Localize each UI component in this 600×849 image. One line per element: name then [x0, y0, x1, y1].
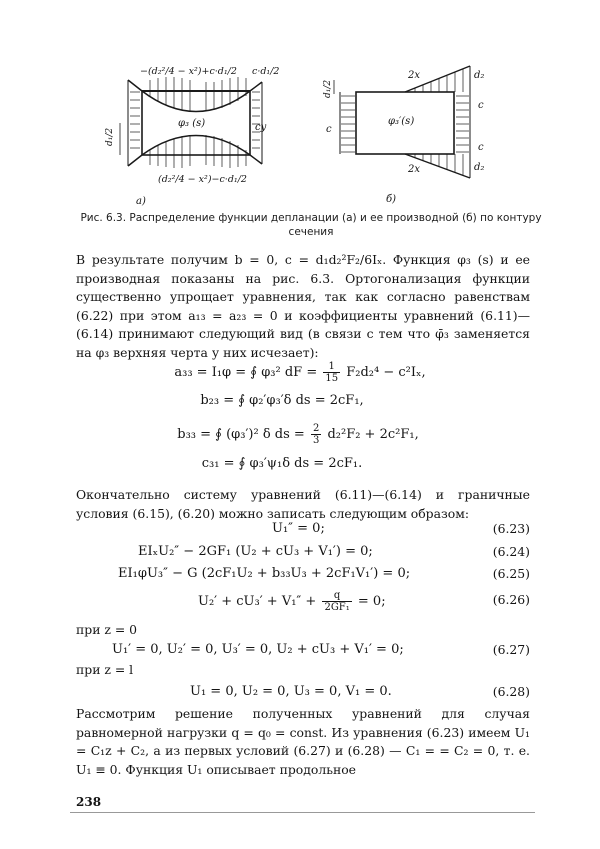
equation-6-26	[198, 590, 386, 613]
eq-a33-rhs: F₂d₂⁴ − c²Iₓ,	[342, 365, 426, 380]
c-d1-label-a: c·d₁/2	[252, 66, 280, 77]
eq-b33-rhs: d₂²F₂ + 2c²F₁,	[323, 427, 419, 442]
top-curve-a	[128, 80, 262, 112]
fig-label-b: б)	[386, 194, 397, 205]
top-formula-a: −(d₂²/4 − x²)+c·d₁/2	[140, 66, 237, 77]
eq-b33-frac-num: 2	[312, 423, 320, 434]
eq-6-26-frac-num: q	[322, 590, 351, 602]
figure-6-3	[0, 0, 600, 240]
eq-6-26-frac	[322, 590, 351, 613]
d2-bot: d₂	[474, 162, 485, 173]
footer-rule	[70, 812, 535, 813]
c-left-b: c	[326, 124, 332, 135]
two-x-top: 2x	[408, 70, 421, 81]
equation-b33	[118, 423, 478, 446]
eq-a33-frac-den: 15	[325, 373, 339, 384]
eqnum-6-23: (6.23)	[492, 521, 530, 536]
eqnum-6-28: (6.28)	[492, 684, 530, 699]
eqnum-6-26: (6.26)	[492, 592, 530, 607]
eq-6-26-lhs: U₂′ + cU₃′ + V₁″ +	[198, 594, 321, 609]
equation-c31: c₃₁ = ∮ φ₃′ψ₁δ ds = 2cF₁.	[201, 456, 363, 471]
condition-z0: при z = 0	[76, 622, 138, 637]
paragraph-1: В результате получим b = 0, c = d₁d₂²F₂/6Iₓ. Функция φ₃ (s) и ее производная показаны на рис. 6.3. Ортогонализация функции существенно упрощает уравнения, так как согласно равенствам (6.22) при этом a₁₃ = a₂₃ = 0 и коэффициенты уравнений (6.11)—(6.14) принимают следующий вид (в связи с тем что φ̄₃ заменяется на φ₃ верхняя черта у них исчезает):	[76, 252, 530, 360]
equation-b23: b₂₃ = ∮ φ₂′φ₃′δ ds = 2cF₁,	[200, 393, 364, 408]
eqnum-6-25: (6.25)	[492, 566, 530, 581]
d1-over-2-label-a: d₁/2	[105, 127, 115, 146]
two-x-bot: 2x	[408, 164, 421, 175]
equation-6-27: U₁′ = 0, U₂′ = 0, U₃′ = 0, U₂ + cU₃ + V₁′ = 0;	[112, 642, 404, 657]
eq-a33-lhs: a₃₃ = I₁φ = ∮ φ₃² dF =	[174, 365, 322, 380]
eq-a33-frac	[323, 361, 340, 384]
fig-label-a: a)	[136, 196, 146, 207]
eq-6-26-rhs: = 0;	[353, 594, 386, 609]
phi3p-label: φ₃′(s)	[388, 116, 415, 127]
bot-curve-a	[128, 136, 262, 167]
eqnum-6-27: (6.27)	[492, 642, 530, 657]
paragraph-2: Окончательно систему уравнений (6.11)—(6.14) и граничные условия (6.15), (6.20) можно записать следующим образом:	[76, 487, 530, 521]
eqnum-6-24: (6.24)	[492, 544, 530, 559]
d2-top: d₂	[474, 70, 485, 81]
equation-6-23: U₁″ = 0;	[272, 521, 325, 536]
equation-6-24: EIₓU₂″ − 2GF₁ (U₂ + cU₃ + V₁′) = 0;	[138, 544, 373, 559]
eq-6-26-frac-den: 2GF₁	[324, 602, 350, 613]
eq-a33-frac-num: 1	[323, 361, 340, 373]
condition-zl: при z = l	[76, 662, 134, 677]
c-right-b: c	[478, 100, 484, 111]
eq-b33-frac-den: 3	[312, 435, 320, 446]
cy-label: cy	[255, 122, 267, 133]
d1-over-2-label-b: d₁/2	[323, 79, 333, 98]
eq-b33-lhs: b₃₃ = ∮ (φ₃′)² δ ds =	[177, 427, 309, 442]
bot-formula-a: (d₂²/4 − x²)−c·d₁/2	[158, 174, 247, 185]
c-right-b2: c	[478, 142, 484, 153]
equation-6-25: EI₁φU₃″ − G (2cF₁U₂ + b₃₃U₃ + 2cF₁V₁′) = 0;	[118, 566, 411, 581]
page-number: 238	[76, 795, 102, 809]
eq-b33-frac	[311, 423, 321, 446]
equation-6-28: U₁ = 0, U₂ = 0, U₃ = 0, V₁ = 0.	[190, 684, 392, 699]
equation-a33	[120, 361, 480, 384]
figure-caption: Рис. 6.3. Распределение функции депланации (а) и ее производной (б) по контуру сечения	[80, 212, 542, 238]
phi3-label: φ₃ (s)	[178, 118, 206, 129]
paragraph-3: Рассмотрим решение полученных уравнений для случая равномерной нагрузки q = q₀ = const. Из уравнения (6.23) имеем U₁ = C₁z + C₂, а из первых условий (6.27) и (6.28) — C₁ = = C₂ = 0, т. е. U₁ ≡ 0. Функция U₁ описывает продольное	[76, 706, 530, 777]
